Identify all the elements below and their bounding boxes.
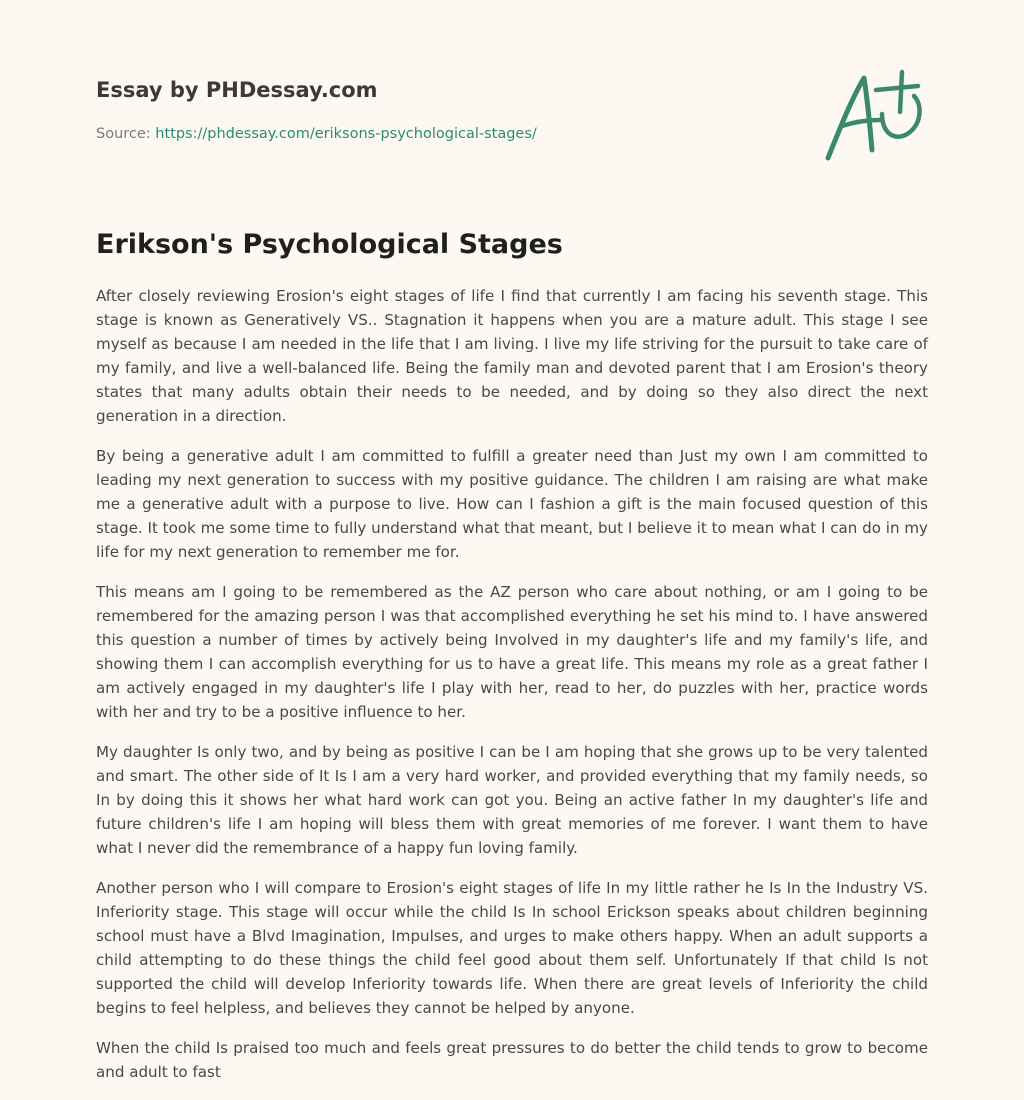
- site-header: [96, 76, 796, 144]
- essay-title: Erikson's Psychological Stages: [96, 229, 563, 260]
- a-plus-logo: [818, 68, 930, 164]
- essay-paragraph: My daughter Is only two, and by being as positive I can be I am hoping that she grows up to be very talented and smart. The other side of It Is I am a very hard worker, and provided everything that my family needs, so In by doing this it shows her what hard work can got you. Being an active father In my daughter's life and future children's life I am hoping will bless them with great memories of me forever. I want them to have what I never did the remembrance of a happy fun loving family.: [96, 743, 928, 857]
- essay-paragraph: After closely reviewing Erosion's eight stages of life I find that currently I am facing his seventh stage. This stage is known as Generatively VS.. Stagnation it happens when you are a mature adult. This stage I see myself as because I am needed in the life that I am living. I live my life striving for the pursuit to take care of my family, and live a well-balanced life. Being the family man and devoted parent that I am Erosion's theory states that many adults obtain their needs to be needed, and by doing so they also direct the next generation in a direction.: [96, 287, 928, 425]
- essay-body: [96, 284, 928, 1100]
- essay-paragraph: Another person who I will compare to Erosion's eight stages of life In my little rather he Is In the Industry VS. Inferiority stage. This stage will occur while the child Is In school Erickson speaks about children beginning school must have a Blvd Imagination, Impulses, and urges to make others happy. When an adult supports a child attempting to do these things the child feel good about them self. Unfortunately If that child Is not supported the child will develop Inferiority towards life. When there are great levels of Inferiority the child begins to feel helpless, and believes they cannot be helped by anyone.: [96, 879, 928, 1017]
- source-line: [96, 124, 796, 144]
- essay-paragraph: When the child Is praised too much and feels great pressures to do better the child tends to grow to become and adult to fast: [96, 1039, 928, 1081]
- source-link[interactable]: https://phdessay.com/eriksons-psychological-stages/: [155, 126, 537, 142]
- essay-paragraph: This means am I going to be remembered as the AZ person who care about nothing, or am I going to be remembered for the amazing person I was that accomplished everything he set his mind to. I have answered this question a number of times by actively being Involved in my daughter's life and my family's life, and showing them I can accomplish everything for us to have a great life. This means my role as a great father I am actively engaged in my daughter's life I play with her, read to her, do puzzles with her, practice words with her and try to be a positive influence to her.: [96, 583, 928, 721]
- essay-paragraph: By being a generative adult I am committed to fulfill a greater need than Just my own I am committed to leading my next generation to success with my positive guidance. The children I am raising are what make me a generative adult with a purpose to live. How can I fashion a gift is the main focused question of this stage. It took me some time to fully understand what that meant, but I believe it to mean what I can do in my life for my next generation to remember me for.: [96, 447, 928, 561]
- brand-title: Essay by PHDessay.com: [96, 78, 378, 102]
- source-label: Source:: [96, 126, 151, 142]
